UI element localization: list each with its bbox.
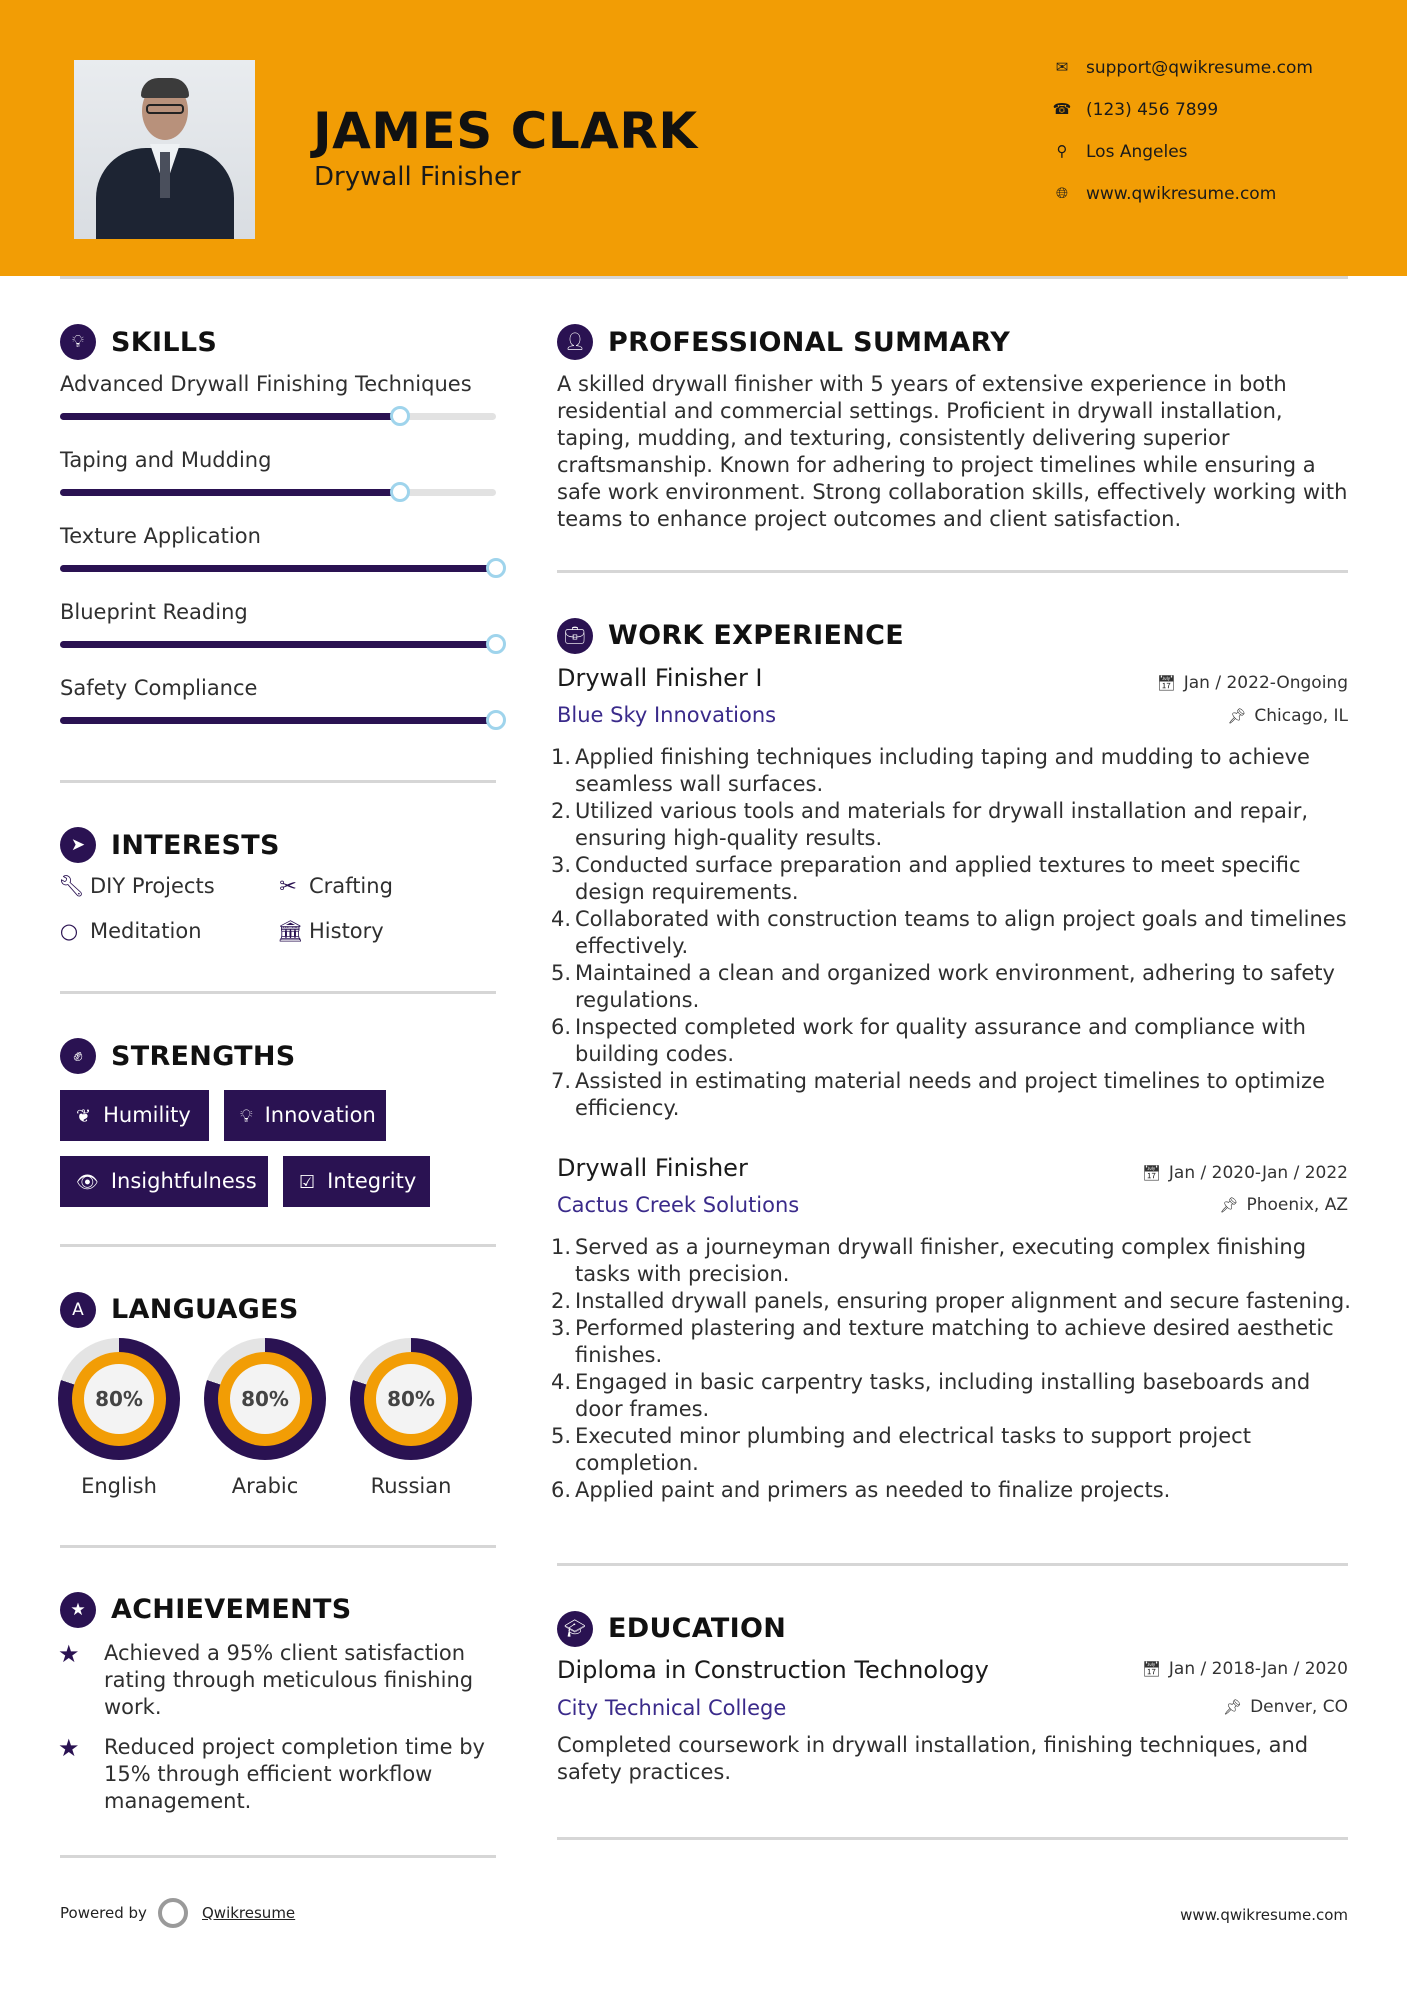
strength-tag-integrity: ☑ Integrity — [283, 1156, 430, 1207]
scissors-icon: ✂ — [279, 874, 297, 898]
skill-bar-fill — [60, 489, 400, 496]
strengths-divider — [60, 1244, 496, 1247]
education-divider — [557, 1837, 1348, 1840]
language-percent: 80% — [376, 1364, 446, 1434]
qwikresume-logo-icon — [158, 1898, 188, 1928]
phone-icon: ☎ — [1052, 100, 1072, 118]
skill-label: Safety Compliance — [60, 676, 258, 700]
job-dates: 📅︎ Jan / 2022-Ongoing — [1156, 673, 1348, 693]
experience-title: WORK EXPERIENCE — [608, 620, 904, 651]
languages-title: LANGUAGES — [111, 1294, 299, 1325]
skill-label: Taping and Mudding — [60, 448, 272, 472]
candidate-name: JAMES CLARK — [313, 102, 698, 160]
skill-bar-fill — [60, 413, 400, 420]
calendar-icon: 📅︎ — [1156, 674, 1176, 692]
star-icon: ★ — [58, 1640, 80, 1668]
skills-title: SKILLS — [111, 327, 218, 358]
skill-bar-fill — [60, 641, 496, 648]
language-name: English — [81, 1474, 157, 1498]
lightbulb-icon: 💡︎ — [240, 1106, 253, 1127]
job-bullet: Applied finishing techniques including taping and mudding to achieve seamless wall surfaces. — [575, 745, 1310, 796]
museum-icon: 🏛︎ — [277, 919, 304, 943]
pushpin-icon: 📌︎ — [1227, 707, 1247, 725]
job-title: Drywall Finisher — [557, 1154, 748, 1182]
fist-icon: ✊︎ — [60, 1038, 96, 1074]
language-donut — [58, 1338, 180, 1460]
skill-bar-knob — [390, 406, 410, 426]
language-name: Arabic — [231, 1474, 299, 1498]
education-degree: Diploma in Construction Technology — [557, 1656, 989, 1684]
language-icon: A — [60, 1292, 96, 1328]
summary-text: A skilled drywall finisher with 5 years of extensive experience in both residential and commercial settings. Proficient in drywall installation, taping, mudding, and texturing, consistently delivering superior craftsmanship. Known for adhering to project timelines while ensuring a safe work environment. Strong collaboration skills, effectively working with teams to enhance project outcomes and client satisfaction. — [557, 372, 1348, 531]
job-bullet: Conducted surface preparation and applied textures to meet specific design requirements. — [575, 853, 1301, 904]
skill-bar-knob — [486, 710, 506, 730]
language-name: Russian — [370, 1474, 452, 1498]
check-square-icon: ☑ — [299, 1172, 316, 1193]
strength-tag-insightfulness: 👁︎ Insightfulness — [60, 1156, 268, 1207]
envelope-icon: ✉ — [1055, 58, 1069, 76]
skill-bar — [60, 641, 496, 648]
language-donut — [204, 1338, 326, 1460]
circle-icon: ○ — [59, 919, 79, 943]
job-bullet: Applied paint and primers as needed to finalize projects. — [575, 1478, 1171, 1502]
job-location: 📌︎ Phoenix, AZ — [1219, 1195, 1348, 1215]
skill-label: Texture Application — [60, 524, 261, 548]
job-company: Cactus Creek Solutions — [557, 1193, 800, 1217]
job-bullet: Engaged in basic carpentry tasks, including installing baseboards and door frames. — [575, 1370, 1311, 1421]
job-bullet: Executed minor plumbing and electrical tasks to support project completion. — [575, 1424, 1251, 1475]
interest-diy-projects: 🔧︎ DIY Projects — [58, 874, 215, 898]
interests-title: INTERESTS — [111, 830, 280, 861]
education-text: Completed coursework in drywall installation, finishing techniques, and safety practices. — [557, 1733, 1309, 1784]
skill-bar-fill — [60, 717, 496, 724]
skill-bar-knob — [486, 634, 506, 654]
job-bullet: Inspected completed work for quality assurance and compliance with building codes. — [575, 1015, 1306, 1066]
education-dates: 📅︎ Jan / 2018-Jan / 2020 — [1141, 1659, 1348, 1679]
wrench-icon: 🔧︎ — [58, 874, 85, 898]
lightbulb-icon: 💡︎ — [60, 324, 96, 360]
strength-tag-innovation: 💡︎ Innovation — [224, 1090, 386, 1141]
job-dates: 📅︎ Jan / 2020-Jan / 2022 — [1141, 1163, 1348, 1183]
education-title: EDUCATION — [608, 1613, 787, 1644]
education-location: 📌︎ Denver, CO — [1223, 1697, 1348, 1717]
skill-bar — [60, 717, 496, 724]
job-bullet: Served as a journeyman drywall finisher, executing complex finishing tasks with precision. — [575, 1235, 1307, 1286]
skill-bar — [60, 489, 496, 496]
job-bullet: Performed plastering and texture matching to achieve desired aesthetic finishes. — [575, 1316, 1334, 1367]
job-bullet: Utilized various tools and materials for drywall installation and repair, ensuring high-quality results. — [575, 799, 1309, 850]
language-percent: 80% — [230, 1364, 300, 1434]
achievements-divider — [60, 1855, 496, 1858]
pushpin-icon: 📌︎ — [1223, 1698, 1243, 1716]
achievements-title: ACHIEVEMENTS — [111, 1594, 352, 1625]
job-bullets — [575, 1234, 1357, 1504]
experience-divider — [557, 1563, 1348, 1566]
job-bullets — [575, 744, 1357, 1122]
interest-meditation: ○ Meditation — [59, 919, 202, 943]
leaf-icon: ❦ — [76, 1106, 92, 1127]
job-bullet: Installed drywall panels, ensuring proper alignment and secure fastening. — [575, 1289, 1351, 1313]
footer-url[interactable]: www.qwikresume.com — [1180, 1906, 1348, 1924]
skill-label: Advanced Drywall Finishing Techniques — [60, 372, 472, 396]
header-divider — [60, 276, 1348, 279]
skill-bar-fill — [60, 565, 496, 572]
profile-photo — [74, 60, 255, 239]
pushpin-icon: 📌︎ — [1219, 1196, 1239, 1214]
achievement-item: Achieved a 95% client satisfaction rating through meticulous finishing work. — [104, 1641, 474, 1719]
language-donut — [350, 1338, 472, 1460]
achievement-item: Reduced project completion time by 15% through efficient workflow management. — [104, 1735, 485, 1813]
eye-icon: 👁︎ — [76, 1172, 99, 1193]
candidate-role: Drywall Finisher — [314, 162, 521, 192]
map-pin-icon: ⚲ — [1056, 142, 1068, 160]
skill-bar — [60, 565, 496, 572]
qwikresume-link[interactable]: Qwikresume — [202, 1904, 296, 1922]
job-bullet: Collaborated with construction teams to align project goals and timelines effectively. — [575, 907, 1347, 958]
job-bullet: Maintained a clean and organized work environment, adhering to safety regulations. — [575, 961, 1335, 1012]
user-icon: 👤︎ — [557, 324, 593, 360]
job-title: Drywall Finisher I — [557, 664, 763, 692]
paper-plane-icon: ➤ — [60, 827, 96, 863]
skill-bar-knob — [486, 558, 506, 578]
job-company: Blue Sky Innovations — [557, 703, 777, 727]
skill-bar-knob — [390, 482, 410, 502]
job-location: 📌︎ Chicago, IL — [1227, 706, 1348, 726]
star-icon: ★ — [58, 1734, 80, 1762]
calendar-icon: 📅︎ — [1141, 1660, 1161, 1678]
job-bullet: Assisted in estimating material needs and project timelines to optimize efficiency. — [575, 1069, 1326, 1120]
calendar-icon: 📅︎ — [1141, 1164, 1161, 1182]
strength-tag-humility: ❦ Humility — [60, 1090, 209, 1141]
skill-bar — [60, 413, 496, 420]
education-school: City Technical College — [557, 1696, 787, 1720]
summary-divider — [557, 570, 1348, 573]
skills-divider — [60, 780, 496, 783]
interests-divider — [60, 991, 496, 994]
skill-label: Blueprint Reading — [60, 600, 248, 624]
resume-header: JAMES CLARK Drywall Finisher ✉ support@qwikresume.com ☎ (123) 456 7899 ⚲ Los Angeles 🌐︎ www.qwikresume.com — [0, 0, 1407, 276]
interest-crafting: ✂ Crafting — [277, 874, 393, 898]
briefcase-icon: 💼︎ — [557, 618, 593, 654]
powered-by-text: Powered by — [60, 1904, 147, 1922]
graduate-icon: 🎓︎ — [557, 1611, 593, 1647]
globe-icon: 🌐︎ — [1055, 184, 1068, 202]
strengths-title: STRENGTHS — [111, 1041, 296, 1072]
interest-history: 🏛︎ History — [277, 919, 384, 943]
languages-divider — [60, 1545, 496, 1548]
star-badge-icon: ★ — [60, 1592, 96, 1628]
language-percent: 80% — [84, 1364, 154, 1434]
summary-title: PROFESSIONAL SUMMARY — [608, 327, 1011, 358]
